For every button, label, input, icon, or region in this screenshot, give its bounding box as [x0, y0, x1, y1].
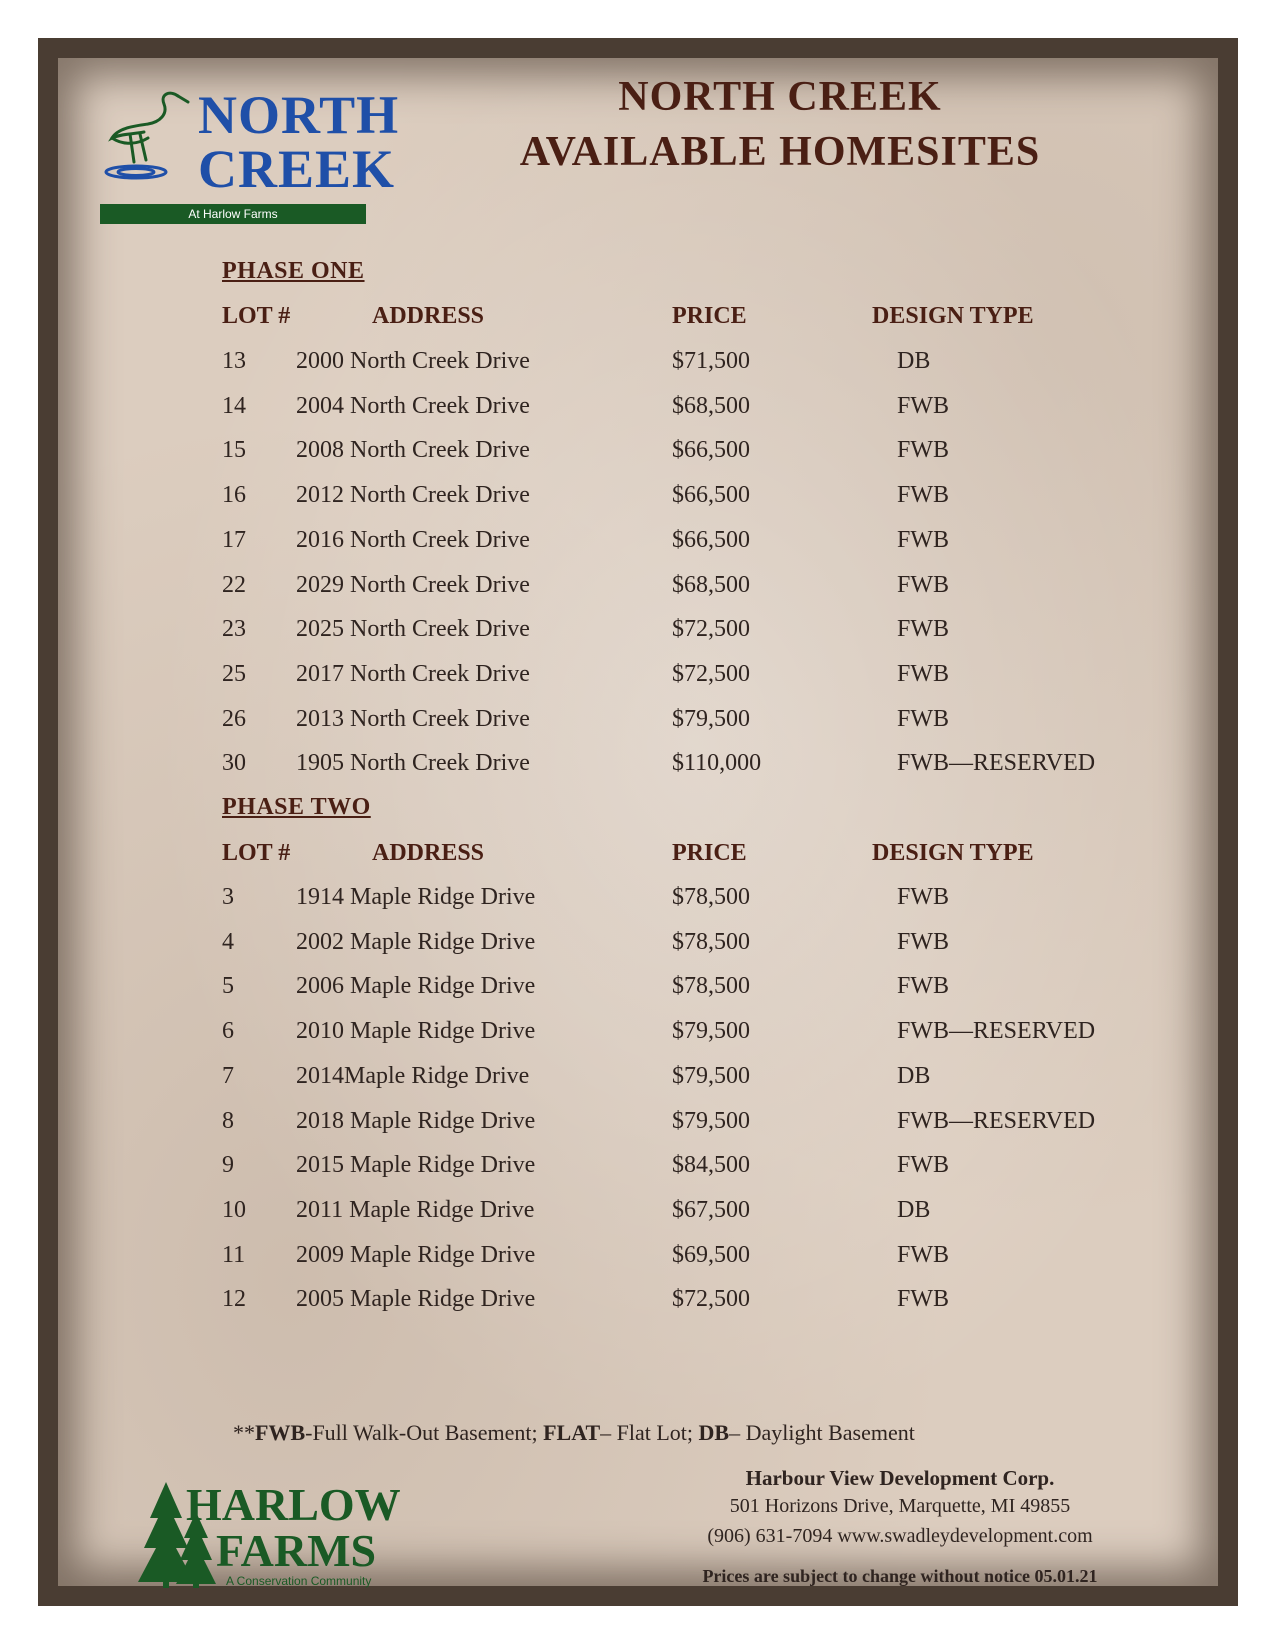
table-row [222, 482, 1122, 518]
reserved-status: RESERVED [973, 1107, 1096, 1134]
header-address: ADDRESS [372, 303, 485, 329]
address-cell: 1905 North Creek Drive [296, 750, 530, 777]
lot-cell: 12 [222, 1286, 246, 1313]
lot-cell: 5 [222, 973, 234, 1000]
table-row [222, 393, 1122, 429]
price-disclaimer: Prices are subject to change without notice 05.01.21 [702, 1566, 1098, 1586]
table-row [222, 572, 1122, 608]
price-cell: $68,500 [672, 392, 750, 419]
lot-cell: 10 [222, 1196, 246, 1223]
lot-cell: 17 [222, 526, 246, 553]
table-row [222, 1242, 1122, 1278]
heron-icon [100, 88, 190, 188]
logo-tagline: At Harlow Farms [100, 204, 366, 224]
company-contact: (906) 631-7094 www.swadleydevelopment.com [707, 1525, 1093, 1547]
abbreviation-legend [233, 1420, 915, 1446]
phase-one-title: PHASE ONE [222, 258, 365, 284]
phase-two-title: PHASE TWO [222, 794, 371, 820]
address-cell: 2011 Maple Ridge Drive [296, 1196, 535, 1223]
price-cell: $72,500 [672, 1286, 750, 1313]
price-cell: $68,500 [672, 571, 750, 598]
lot-cell: 6 [222, 1018, 234, 1045]
address-cell: 2015 Maple Ridge Drive [296, 1152, 536, 1179]
table-row [222, 706, 1122, 742]
design-type-cell: DB [897, 1062, 931, 1089]
lot-cell: 8 [222, 1107, 234, 1134]
lot-cell: 25 [222, 660, 246, 687]
design-type-cell [897, 1018, 1095, 1045]
page-title [470, 70, 1090, 180]
header-price: PRICE [672, 303, 747, 329]
address-cell: 2029 North Creek Drive [296, 571, 530, 598]
design-type-cell: FWB [897, 526, 950, 553]
table-row [222, 616, 1122, 652]
price-cell: $79,500 [672, 1062, 750, 1089]
design-type-cell: FWB [897, 1286, 950, 1313]
lot-cell: 26 [222, 705, 246, 732]
header-price: PRICE [672, 840, 747, 866]
design-type-cell: DB [897, 1196, 931, 1223]
table-row [222, 884, 1122, 920]
price-cell: $79,500 [672, 1018, 750, 1045]
header-lot: LOT # [222, 840, 291, 866]
design-type-cell: FWB [897, 392, 950, 419]
design-type-cell [897, 750, 1095, 777]
table-row [222, 750, 1122, 786]
address-cell: 2008 North Creek Drive [296, 437, 530, 464]
phase-one-header-row [222, 303, 1122, 339]
price-cell: $69,500 [672, 1241, 750, 1268]
address-cell: 2013 North Creek Drive [296, 705, 530, 732]
parchment-background [58, 58, 1218, 1586]
company-address: 501 Horizons Drive, Marquette, MI 49855 [729, 1495, 1071, 1517]
table-row [222, 1108, 1122, 1144]
logo-bottom-tagline: A Conservation Community [226, 1574, 372, 1588]
address-cell: 2002 Maple Ridge Drive [296, 928, 536, 955]
header-design-type: DESIGN TYPE [872, 303, 1034, 329]
address-cell: 2006 Maple Ridge Drive [296, 973, 536, 1000]
table-row [222, 1286, 1122, 1322]
table-row [222, 661, 1122, 697]
lot-cell: 7 [222, 1062, 234, 1089]
lot-cell: 23 [222, 616, 246, 643]
lot-cell: 13 [222, 348, 246, 374]
price-cell: $66,500 [672, 437, 750, 464]
design-type-cell: FWB [897, 705, 950, 732]
design-type-cell: FWB [897, 437, 950, 464]
price-cell: $72,500 [672, 660, 750, 687]
price-cell: $78,500 [672, 884, 750, 910]
table-row [222, 1063, 1122, 1099]
design-type-cell: FWB [897, 884, 950, 910]
phase-two-header-row [222, 840, 1122, 876]
price-cell: $66,500 [672, 526, 750, 553]
address-cell: 2018 Maple Ridge Drive [296, 1107, 536, 1134]
legend-db: DB [698, 1420, 730, 1445]
address-cell: 1914 Maple Ridge Drive [296, 884, 536, 910]
price-cell: $78,500 [672, 973, 750, 1000]
price-cell: $66,500 [672, 482, 750, 509]
address-cell: 2010 Maple Ridge Drive [296, 1018, 536, 1045]
address-cell: 2016 North Creek Drive [296, 526, 530, 553]
lot-cell: 4 [222, 928, 234, 955]
company-name: Harbour View Development Corp. [745, 1466, 1055, 1490]
table-row [222, 527, 1122, 563]
price-cell: $79,500 [672, 1107, 750, 1134]
table-row [222, 437, 1122, 473]
table-row [222, 1152, 1122, 1188]
table-row [222, 973, 1122, 1009]
harlow-farms-logo [138, 1478, 408, 1590]
header-lot: LOT # [222, 303, 291, 329]
lot-cell: 22 [222, 571, 246, 598]
price-cell: $79,500 [672, 705, 750, 732]
design-type-value: FWB— [897, 750, 974, 777]
logo-word-harlow: HARLOW [186, 1479, 401, 1530]
lot-cell: 11 [222, 1241, 246, 1268]
table-row [222, 929, 1122, 965]
lot-cell: 3 [222, 884, 234, 910]
lot-cell: 30 [222, 750, 246, 777]
design-type-cell: FWB [897, 928, 950, 955]
design-type-cell: FWB [897, 482, 950, 509]
price-cell: $67,500 [672, 1196, 750, 1223]
design-type-cell: FWB [897, 616, 950, 643]
price-cell: $78,500 [672, 928, 750, 955]
address-cell: 2009 Maple Ridge Drive [296, 1241, 536, 1268]
design-type-cell: FWB [897, 571, 950, 598]
design-type-cell: FWB [897, 660, 950, 687]
design-type-value: FWB— [897, 1018, 974, 1045]
logo-word-farms: FARMS [216, 1525, 377, 1576]
address-cell: 2017 North Creek Drive [296, 660, 530, 687]
table-row [222, 1197, 1122, 1233]
legend-prefix: ** [233, 1420, 255, 1445]
legend-fwb-text: -Full Walk-Out Basement; [305, 1420, 544, 1445]
design-type-value: FWB— [897, 1107, 974, 1134]
price-cell: $110,000 [672, 750, 762, 777]
reserved-status: RESERVED [973, 1018, 1096, 1045]
lot-cell: 14 [222, 392, 246, 419]
north-creek-logo [100, 85, 400, 228]
address-cell: 2004 North Creek Drive [296, 392, 530, 419]
title-line-2: AVAILABLE HOMESITES [519, 129, 1041, 175]
lot-cell: 15 [222, 437, 246, 464]
design-type-cell: DB [897, 348, 931, 374]
price-cell: $84,500 [672, 1152, 750, 1179]
reserved-status: RESERVED [973, 750, 1096, 777]
legend-fwb: FWB [255, 1420, 306, 1445]
table-row [222, 1018, 1122, 1054]
legend-flat-text: – Flat Lot; [600, 1420, 699, 1445]
price-cell: $71,500 [672, 348, 750, 374]
logo-word-creek: CREEK [198, 139, 396, 199]
logo-word-north: NORTH [198, 85, 400, 145]
address-cell: 2025 North Creek Drive [296, 616, 530, 643]
lot-cell: 9 [222, 1152, 234, 1179]
price-cell: $72,500 [672, 616, 750, 643]
page-frame [38, 38, 1238, 1606]
address-cell: 2012 North Creek Drive [296, 482, 530, 509]
table-row [222, 348, 1122, 384]
address-cell: 2014Maple Ridge Drive [296, 1062, 530, 1089]
design-type-cell [897, 1108, 1095, 1135]
legend-flat: FLAT [543, 1420, 601, 1445]
address-cell: 2000 North Creek Drive [296, 348, 530, 374]
header-address: ADDRESS [372, 840, 485, 866]
legend-db-text: – Daylight Basement [729, 1420, 915, 1445]
header-design-type: DESIGN TYPE [872, 840, 1034, 866]
lot-cell: 16 [222, 482, 246, 509]
design-type-cell: FWB [897, 1152, 950, 1179]
design-type-cell: FWB [897, 973, 950, 1000]
title-line-1: NORTH CREEK [618, 74, 942, 120]
design-type-cell: FWB [897, 1241, 950, 1268]
address-cell: 2005 Maple Ridge Drive [296, 1286, 536, 1313]
